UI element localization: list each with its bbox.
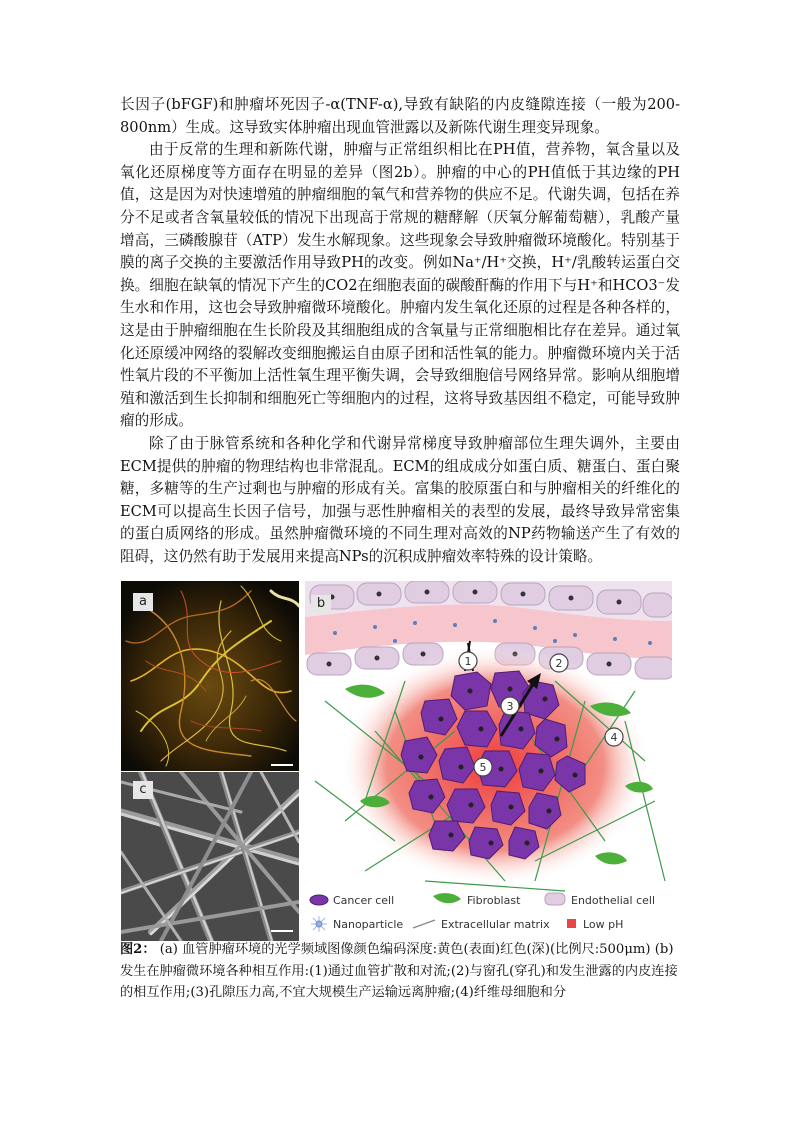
step-number: 5 (479, 761, 487, 774)
caption-text: (a) 血管肿瘤环境的光学频域图像颜色编码深度:黄色(表面)红色(深)(比例尺:500μm) (b)发生在肿瘤微环境各种相互作用:(1)通过血管扩散和对流;(2)与窗孔(穿孔)和发生泄露的内皮连接的相互作用;(3)孔隙压力高,不宜大规模生产运输远离肿瘤;(4)纤维母细胞和分 (120, 942, 678, 1000)
caption-label: 图2： (120, 942, 156, 957)
step-number: 4 (610, 731, 618, 744)
vascular-image-panel (121, 581, 299, 771)
panel-label-b: b (311, 595, 331, 613)
figure-2 (121, 581, 672, 941)
panel-label-a: a (133, 593, 153, 611)
paragraph: 除了由于脉管系统和各种化学和代谢异常梯度导致肿瘤部位生理失调外，主要由ECM提供的肿瘤的物理结构也非常混乱。ECM的组成成分如蛋白质、糖蛋白、蛋白聚糖，多糖等的生产过剩也与肿瘤的形成有关。富集的胶原蛋白和与肿瘤相关的纤维化的ECM可以提高生长因子信号，加强与恶性肿瘤相关的表型的发展，最终导致异常密集的蛋白质网络的形成。虽然肿瘤微环境的不同生理对高效的NP药物输送产生了有效的阻碍，这仍然有助于发展用来提高NPs的沉积成肿瘤效率特殊的设计策略。 (120, 434, 680, 565)
step-number: 1 (464, 655, 472, 668)
figure-caption (120, 939, 680, 1004)
legend-extracellular-matrix: Extracellular matrix (441, 918, 550, 931)
legend-nanoparticle: Nanoparticle (333, 918, 404, 931)
tumor-microenvironment-diagram (305, 581, 672, 941)
legend-fibroblast: Fibroblast (467, 894, 521, 907)
schematic-svg (305, 581, 672, 941)
legend-cancer-cell: Cancer cell (333, 894, 395, 907)
sem-fiber-panel (121, 772, 299, 941)
step-number: 3 (506, 700, 514, 713)
paragraph: 由于反常的生理和新陈代谢，肿瘤与正常组织相比在PH值，营养物，氧含量以及氧化还原梯度等方面存在明显的差异（图2b）。肿瘤的中心的PH值低于其边缘的PH值，这是因为对快速增殖的肿瘤细胞的氧气和营养物的供应不足。代谢失调，包括在养分不足或者含氧量较低的情况下出现高于常规的糖酵解（厌氧分解葡萄糖），乳酸产量增高，三磷酸腺苷（ATP）发生水解现象。这些现象会导致肿瘤微环境酸化。特别基于膜的离子交换的主要激活作用导致PH的改变。例如Na⁺/H⁺交换，H⁺/乳酸转运蛋白交换。细胞在缺氧的情况下产生的CO2在细胞表面的碳酸酐酶的作用下与H⁺和HCO3⁻发生水和作用，这也会导致肿瘤微环境酸化。肿瘤内发生氧化还原的过程是各种各样的，这是由于肿瘤细胞在生长阶段及其细胞组成的含氧量与正常细胞相比存在差异。通过氧化还原缓冲网络的裂解改变细胞搬运自由原子团和活性氧的能力。肿瘤微环境内关于活性氧片段的不平衡加上活性氧生理平衡失调，会导致细胞信号网络异常。影响从细胞增殖和激活到生长抑制和细胞死亡等细胞内的过程，这将导致基因组不稳定，可能导致肿瘤的形成。 (120, 141, 680, 430)
panel-label-c: c (133, 781, 153, 799)
paragraph: 长因子(bFGF)和肿瘤坏死因子-α(TNF-α),导致有缺陷的内皮缝隙连接（一般为200-800nm）生成。这导致实体肿瘤出现血管泄露以及新陈代谢生理变异现象。 (120, 96, 680, 136)
legend-low-ph: Low pH (583, 918, 624, 931)
step-number: 2 (555, 657, 563, 670)
body-text (120, 94, 680, 568)
legend-endothelial-cell: Endothelial cell (571, 894, 656, 907)
